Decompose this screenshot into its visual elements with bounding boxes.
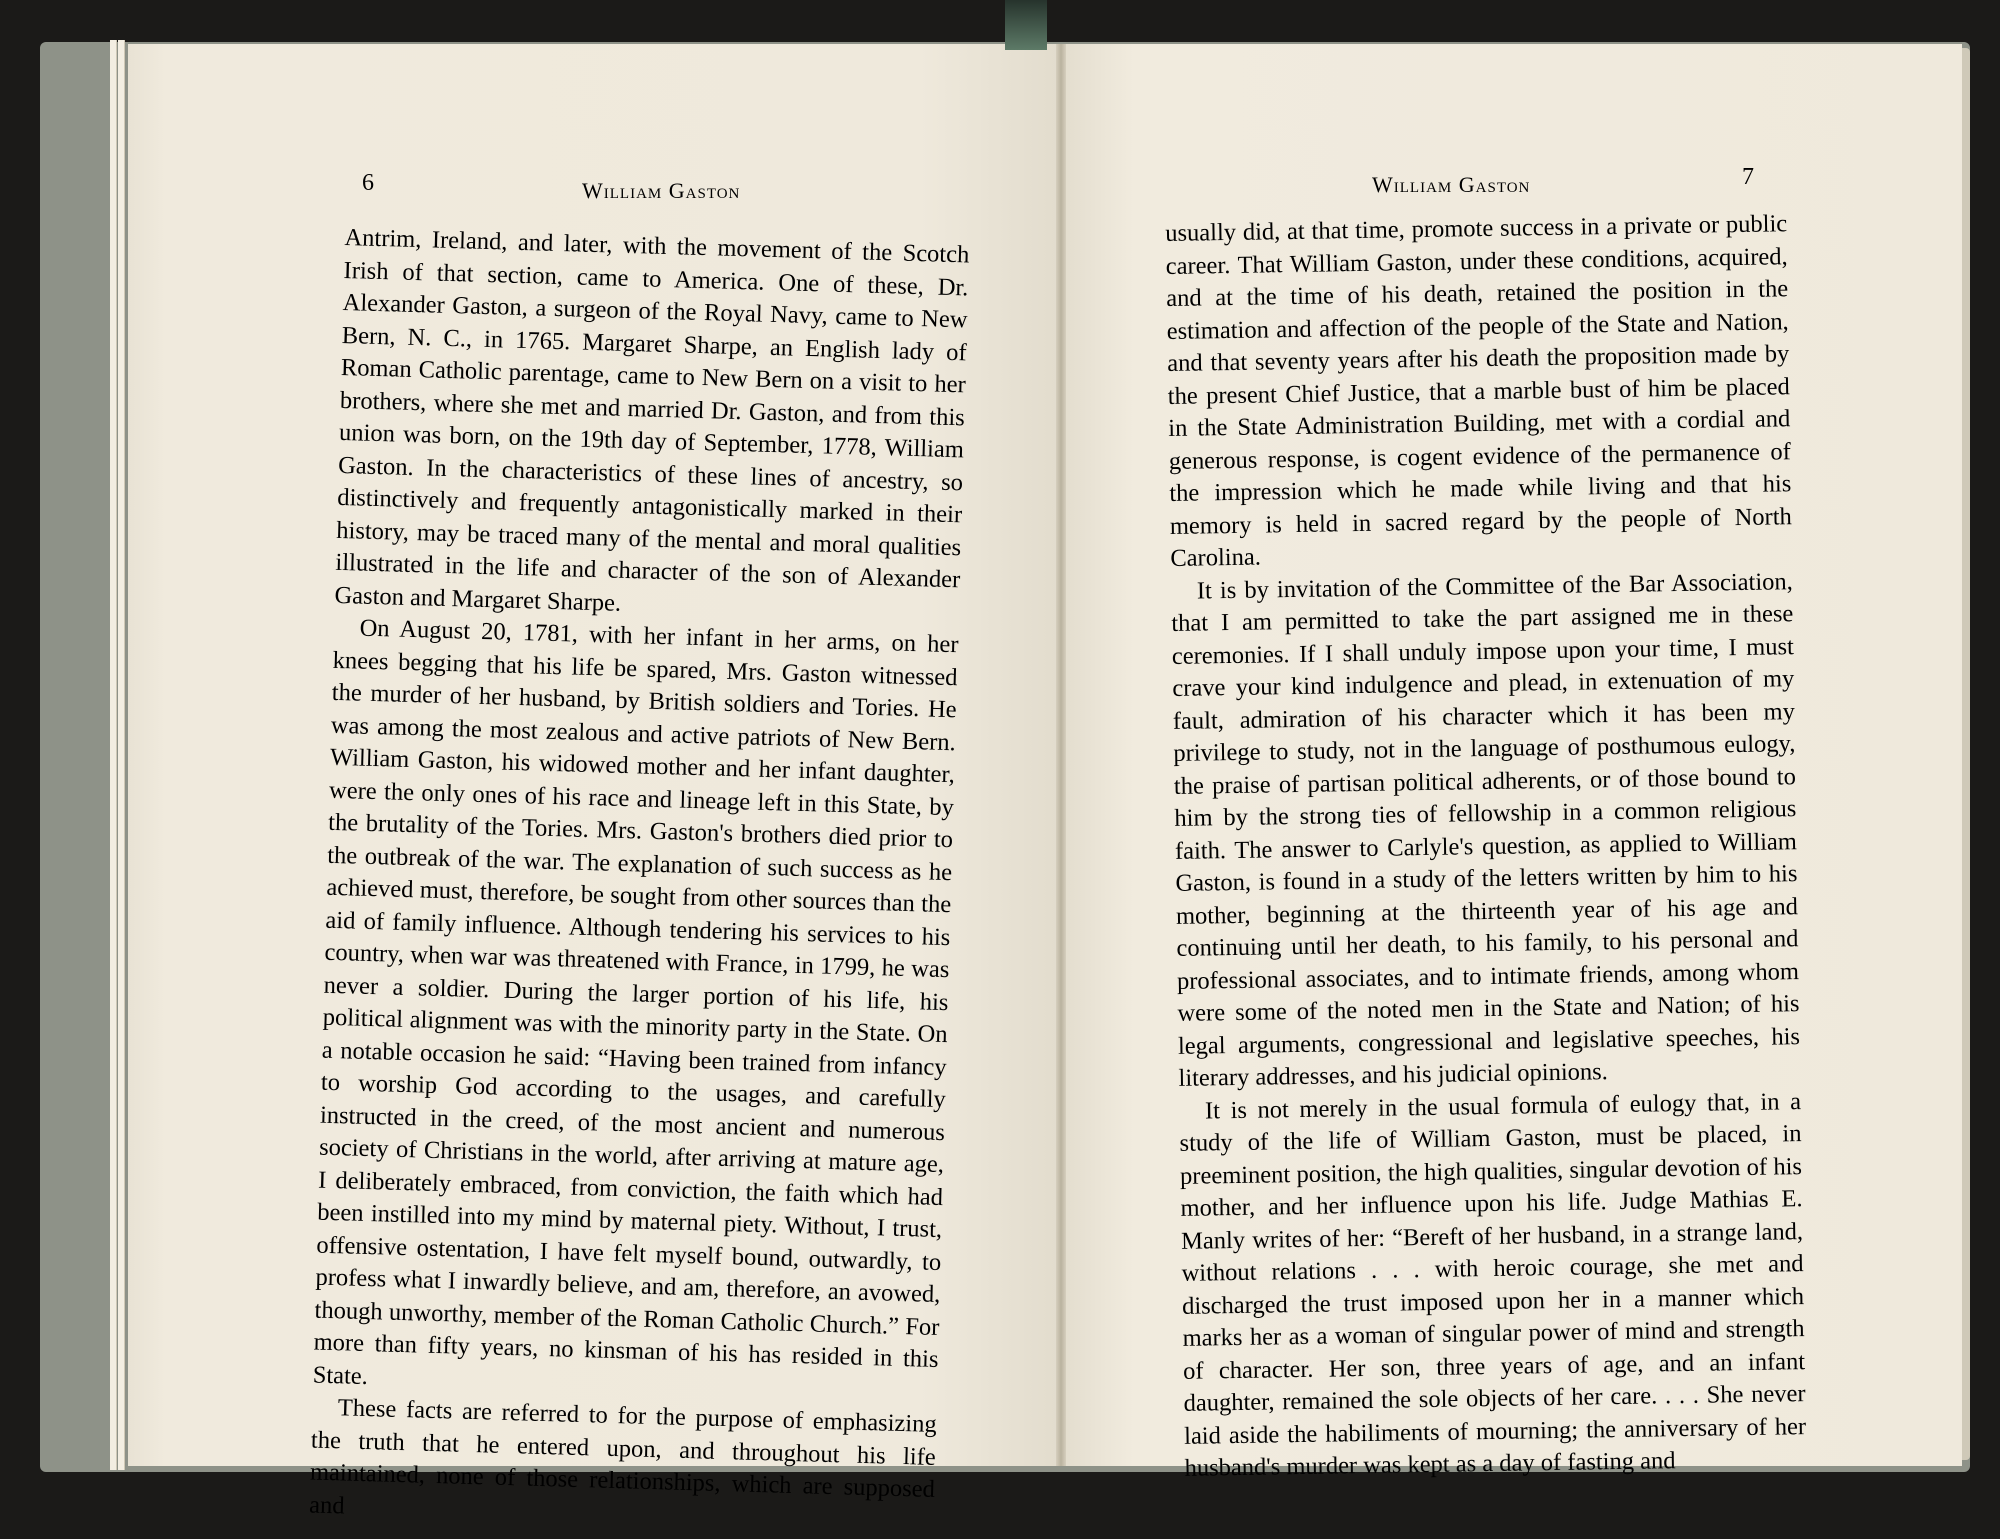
page-edges <box>110 40 117 1470</box>
left-paragraph-3: These facts are referred to for the purpose of emphasizing the truth that he entered upon, and throughout his life maintained, none of those relationships, which are supposed and <box>308 1394 938 1519</box>
right-running-title: William Gaston <box>1372 172 1531 197</box>
left-running-title: William Gaston <box>582 178 741 203</box>
left-paragraph-1: Antrim, Ireland, and later, with the movement of the Scotch Irish of that section, came to America. One of these, Dr. Alexander Gaston, a surgeon of the Royal Navy, came to New Bern, N. C., in 1765. Margaret Sharpe, an English lady of Roman Catholic parentage, came to New Bern on a visit to her brothers, where she met and married Dr. Gaston, and from this union was born, on the 19th day of September, 1778, William Gaston. In the characteristics of these lines of ancestry, so distinctively and frequently antagonistically marked in their history, may be traced many of the mental and moral qualities illustrated in the life and character of the son of Alexander Gaston and Margaret Sharpe. <box>334 223 970 617</box>
right-paragraph-2: It is by invitation of the Committee of the Bar Association, that I am permitted to take the part assigned me in these ceremonies. If I shall unduly impose upon your time, I must crave your kind indulgence and plead, in extenuation of my fault, admiration of his character which it has been my privilege to study, not in the language of posthumous eulogy, the praise of partisan political adherents, or of those bound to him by the strong ties of fellowship in a common religious faith. The answer to Carlyle's question, as applied to William Gaston, is found in a study of the letters written by him to his mother, beginning at the thirteenth year of his age and continuing until her death, to his family, to his personal and professional associates, and to intimate friends, among whom were some of the noted men in the State and Nation; of his legal arguments, congressional and legislative speeches, his literary addresses, and his judicial opinions. <box>1171 567 1801 1092</box>
left-page-body <box>309 222 970 1539</box>
left-page-number: 6 <box>362 170 374 196</box>
right-page-body <box>1165 208 1807 1485</box>
bookmark-ribbon <box>1005 0 1047 50</box>
right-paragraph-1: usually did, at that time, promote success in a private or public career. That William Gaston, under these conditions, acquired, and at the time of his death, retained the position in the estimation and affection of the people of the State and Nation, and that seventy years after his death the proposition made by the present Chief Justice, that a marble bust of him be placed in the State Administration Building, met with a cordial and generous response, is cogent evidence of the permanence of the impression which he made while living and that his memory is held in sacred regard by the people of North Carolina. <box>1165 210 1792 572</box>
right-page-number: 7 <box>1742 164 1754 190</box>
right-paragraph-3: It is not merely in the usual formula of eulogy that, in a study of the life of William Gaston, must be placed, in preeminent position, the high qualities, singular devotion of his mother, and her influence upon his life. Judge Mathias E. Manly writes of her: “Bereft of her husband, in a strange land, without relations . . . with heroic courage, she met and discharged the trust imposed upon her in a manner which marks her as a woman of singular power of mind and strength of character. Her son, three years of age, and an infant daughter, remained the sole objects of her care. . . . She never laid aside the habiliments of mourning; the anniversary of her husband's murder was kept as a day of fasting and <box>1179 1087 1807 1482</box>
left-paragraph-2: On August 20, 1781, with her infant in her arms, on her knees begging that his life be spared, Mrs. Gaston witnessed the murder of her husband, by British soldiers and Tories. He was among the most zealous and active patriots of New Bern. William Gaston, his widowed mother and her infant daughter, were the only ones of his race and lineage left in this State, by the brutality of the Tories. Mrs. Gaston's brothers died prior to the outbreak of the war. The explanation of such success as he achieved must, therefore, be sought from other sources than the aid of family influence. Although tendering his services to his country, when war was threatened with France, in 1799, he was never a soldier. During the larger portion of his life, his political alignment was with the minority party in the State. On a notable occasion he said: “Having been trained from infancy to worship God according to the usages, and carefully instructed in the creed, of the most ancient and numerous society of Christians in the world, after arriving at mature age, I deliberately embraced, from conviction, the faith which had been instilled into my mind by maternal piety. Without, I trust, offensive ostentation, I have felt myself bound, outwardly, to profess what I inwardly believe, and am, therefore, an avowed, though unworthy, member of the Roman Catholic Church.” For more than fifty years, no kinsman of his has resided in this State. <box>312 614 959 1390</box>
page-edges <box>118 40 125 1470</box>
book-gutter <box>1056 44 1066 1466</box>
